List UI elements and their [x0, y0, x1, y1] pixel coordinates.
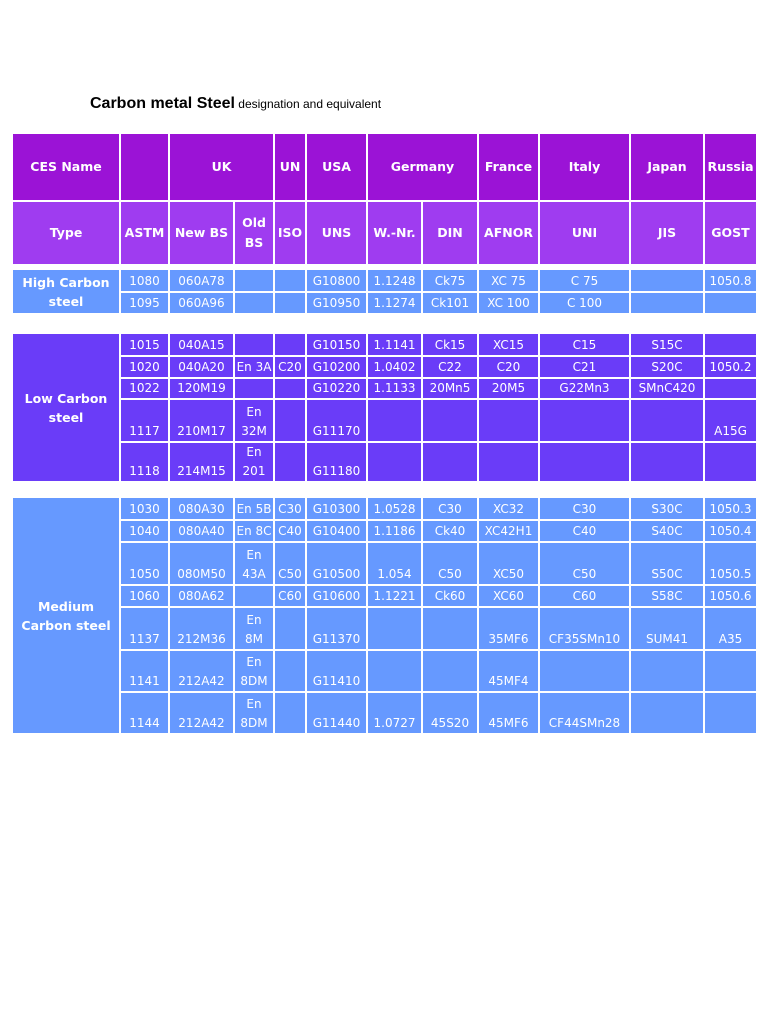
cell-gost [704, 292, 757, 314]
cell-uni: CF35SMn10 [539, 607, 630, 650]
cell-jis [630, 399, 704, 442]
cell-new-bs: 120M19 [169, 378, 234, 399]
cell-iso [274, 378, 306, 399]
table-row [12, 607, 757, 650]
cell-uns: G10200 [306, 356, 367, 378]
cell-jis [630, 692, 704, 734]
cell-new-bs: 212A42 [169, 692, 234, 734]
cell-new-bs: 080A40 [169, 520, 234, 542]
cell-uni: C60 [539, 585, 630, 607]
cell-gost [704, 442, 757, 482]
title-rest: designation and equivalent [234, 97, 382, 111]
cell-old-bs [234, 292, 274, 314]
cell-din: 45S20 [422, 692, 478, 734]
cell-astm: 1118 [120, 442, 169, 482]
table-row [12, 585, 757, 607]
cell-din: Ck101 [422, 292, 478, 314]
header-iso: ISO [274, 201, 306, 265]
table-row [12, 356, 757, 378]
cell-gost: 1050.5 [704, 542, 757, 585]
cell-uns: G10400 [306, 520, 367, 542]
cell-w-nr: 1.1186 [367, 520, 422, 542]
header-italy: Italy [539, 133, 630, 201]
cell-uni [539, 399, 630, 442]
cell-w-nr: 1.1133 [367, 378, 422, 399]
cell-old-bs: En 8DM [234, 692, 274, 734]
cell-uns: G10500 [306, 542, 367, 585]
cell-w-nr: 1.0727 [367, 692, 422, 734]
cell-astm: 1050 [120, 542, 169, 585]
cell-afnor: 45MF6 [478, 692, 539, 734]
cell-jis [630, 650, 704, 692]
cell-gost: A35 [704, 607, 757, 650]
cell-w-nr: 1.054 [367, 542, 422, 585]
header-row-types [12, 201, 757, 265]
cell-iso: C30 [274, 497, 306, 520]
cell-astm: 1020 [120, 356, 169, 378]
cell-uns: G10150 [306, 333, 367, 356]
cell-uns: G11370 [306, 607, 367, 650]
cell-jis [630, 269, 704, 292]
cell-w-nr [367, 607, 422, 650]
cell-old-bs: En 8M [234, 607, 274, 650]
header-row-countries [12, 133, 757, 201]
cell-uns: G11170 [306, 399, 367, 442]
header-un: UN [274, 133, 306, 201]
cell-iso: C50 [274, 542, 306, 585]
cell-jis: S30C [630, 497, 704, 520]
cell-uns: G11440 [306, 692, 367, 734]
cell-din: Ck75 [422, 269, 478, 292]
cell-new-bs: 210M17 [169, 399, 234, 442]
cell-w-nr: 1.0402 [367, 356, 422, 378]
cell-uni: CF44SMn28 [539, 692, 630, 734]
cell-din [422, 607, 478, 650]
header-japan: Japan [630, 133, 704, 201]
cell-iso [274, 692, 306, 734]
cell-old-bs: En 3A [234, 356, 274, 378]
title-bold: Carbon metal Steel [90, 95, 235, 112]
table-row [12, 269, 757, 292]
cell-new-bs: 212A42 [169, 650, 234, 692]
cell-afnor: 35MF6 [478, 607, 539, 650]
cell-uni: C15 [539, 333, 630, 356]
cell-astm: 1040 [120, 520, 169, 542]
cell-old-bs [234, 585, 274, 607]
cell-new-bs: 080A62 [169, 585, 234, 607]
cell-old-bs: En 8C [234, 520, 274, 542]
table-row [12, 399, 757, 442]
cell-gost: 1050.6 [704, 585, 757, 607]
cell-afnor: 20M5 [478, 378, 539, 399]
cell-jis: S40C [630, 520, 704, 542]
cell-iso: C60 [274, 585, 306, 607]
table-row [12, 497, 757, 520]
header-astm: ASTM [120, 201, 169, 265]
cell-din [422, 399, 478, 442]
cell-gost: 1050.8 [704, 269, 757, 292]
header-usa: USA [306, 133, 367, 201]
header-w-nr: W.-Nr. [367, 201, 422, 265]
page-title [90, 93, 381, 113]
cell-uns: G11180 [306, 442, 367, 482]
cell-uni [539, 442, 630, 482]
cell-old-bs [234, 269, 274, 292]
header-old-bs: Old BS [234, 201, 274, 265]
cell-afnor [478, 399, 539, 442]
cell-new-bs: 060A96 [169, 292, 234, 314]
cell-astm: 1015 [120, 333, 169, 356]
cell-iso [274, 269, 306, 292]
cell-old-bs: En 8DM [234, 650, 274, 692]
cell-new-bs: 040A15 [169, 333, 234, 356]
table-row [12, 442, 757, 482]
medium-carbon-group-name: Medium Carbon steel [12, 497, 120, 734]
cell-jis: S15C [630, 333, 704, 356]
cell-afnor: XC15 [478, 333, 539, 356]
header-uns: UNS [306, 201, 367, 265]
high-carbon-group-name: High Carbon steel [12, 269, 120, 314]
cell-afnor: XC 100 [478, 292, 539, 314]
cell-uni: C 75 [539, 269, 630, 292]
cell-new-bs: 060A78 [169, 269, 234, 292]
cell-gost: 1050.2 [704, 356, 757, 378]
header-din: DIN [422, 201, 478, 265]
header-uk: UK [169, 133, 274, 201]
medium-carbon-table [11, 496, 758, 735]
cell-astm: 1141 [120, 650, 169, 692]
cell-astm: 1144 [120, 692, 169, 734]
cell-uni: C 100 [539, 292, 630, 314]
cell-astm: 1022 [120, 378, 169, 399]
cell-jis: S50C [630, 542, 704, 585]
cell-iso [274, 333, 306, 356]
cell-w-nr: 1.1248 [367, 269, 422, 292]
table-row [12, 378, 757, 399]
cell-jis: S20C [630, 356, 704, 378]
cell-uni: G22Mn3 [539, 378, 630, 399]
header-gost: GOST [704, 201, 757, 265]
cell-gost [704, 378, 757, 399]
header-type: Type [12, 201, 120, 265]
cell-w-nr [367, 650, 422, 692]
cell-uns: G10950 [306, 292, 367, 314]
table-row [12, 542, 757, 585]
header-blank [120, 133, 169, 201]
cell-astm: 1060 [120, 585, 169, 607]
cell-din: Ck40 [422, 520, 478, 542]
cell-old-bs [234, 378, 274, 399]
cell-old-bs: En 5B [234, 497, 274, 520]
header-russia: Russia [704, 133, 757, 201]
cell-w-nr: 1.1274 [367, 292, 422, 314]
cell-uns: G11410 [306, 650, 367, 692]
cell-afnor: XC60 [478, 585, 539, 607]
cell-din: 20Mn5 [422, 378, 478, 399]
cell-uni: C50 [539, 542, 630, 585]
cell-gost: 1050.4 [704, 520, 757, 542]
cell-uni: C21 [539, 356, 630, 378]
cell-uns: G10300 [306, 497, 367, 520]
cell-new-bs: 214M15 [169, 442, 234, 482]
header-table [11, 132, 758, 266]
cell-iso: C40 [274, 520, 306, 542]
cell-jis: S58C [630, 585, 704, 607]
cell-old-bs: En 201 [234, 442, 274, 482]
cell-gost: A15G [704, 399, 757, 442]
cell-iso [274, 442, 306, 482]
cell-iso [274, 607, 306, 650]
cell-uns: G10220 [306, 378, 367, 399]
cell-iso: C20 [274, 356, 306, 378]
table-row [12, 692, 757, 734]
header-new-bs: New BS [169, 201, 234, 265]
cell-afnor: XC32 [478, 497, 539, 520]
cell-new-bs: 040A20 [169, 356, 234, 378]
cell-astm: 1117 [120, 399, 169, 442]
cell-afnor: C20 [478, 356, 539, 378]
cell-din [422, 442, 478, 482]
cell-uns: G10600 [306, 585, 367, 607]
cell-iso [274, 650, 306, 692]
cell-gost [704, 692, 757, 734]
cell-jis [630, 292, 704, 314]
cell-afnor: XC50 [478, 542, 539, 585]
cell-iso [274, 399, 306, 442]
cell-gost [704, 650, 757, 692]
cell-afnor: 45MF4 [478, 650, 539, 692]
header-jis: JIS [630, 201, 704, 265]
cell-old-bs: En 32M [234, 399, 274, 442]
cell-w-nr [367, 442, 422, 482]
cell-old-bs: En 43A [234, 542, 274, 585]
header-france: France [478, 133, 539, 201]
cell-afnor: XC42H1 [478, 520, 539, 542]
cell-iso [274, 292, 306, 314]
cell-afnor: XC 75 [478, 269, 539, 292]
high-carbon-table [11, 268, 758, 315]
header-afnor: AFNOR [478, 201, 539, 265]
cell-w-nr: 1.1221 [367, 585, 422, 607]
cell-din: Ck15 [422, 333, 478, 356]
cell-din: Ck60 [422, 585, 478, 607]
cell-din: C22 [422, 356, 478, 378]
header-germany: Germany [367, 133, 478, 201]
cell-jis: SUM41 [630, 607, 704, 650]
cell-old-bs [234, 333, 274, 356]
low-carbon-table [11, 332, 758, 483]
cell-w-nr: 1.0528 [367, 497, 422, 520]
header-uni: UNI [539, 201, 630, 265]
cell-new-bs: 080A30 [169, 497, 234, 520]
table-row [12, 292, 757, 314]
table-row [12, 520, 757, 542]
cell-din: C30 [422, 497, 478, 520]
cell-din [422, 650, 478, 692]
cell-astm: 1030 [120, 497, 169, 520]
cell-new-bs: 080M50 [169, 542, 234, 585]
low-carbon-group-name: Low Carbon steel [12, 333, 120, 482]
cell-afnor [478, 442, 539, 482]
header-ces-name: CES Name [12, 133, 120, 201]
cell-gost: 1050.3 [704, 497, 757, 520]
cell-uni: C40 [539, 520, 630, 542]
table-row [12, 650, 757, 692]
cell-new-bs: 212M36 [169, 607, 234, 650]
cell-astm: 1080 [120, 269, 169, 292]
cell-w-nr: 1.1141 [367, 333, 422, 356]
cell-uns: G10800 [306, 269, 367, 292]
cell-w-nr [367, 399, 422, 442]
cell-jis: SMnC420 [630, 378, 704, 399]
cell-gost [704, 333, 757, 356]
cell-astm: 1095 [120, 292, 169, 314]
cell-uni [539, 650, 630, 692]
table-row [12, 333, 757, 356]
cell-uni: C30 [539, 497, 630, 520]
cell-jis [630, 442, 704, 482]
cell-din: C50 [422, 542, 478, 585]
cell-astm: 1137 [120, 607, 169, 650]
